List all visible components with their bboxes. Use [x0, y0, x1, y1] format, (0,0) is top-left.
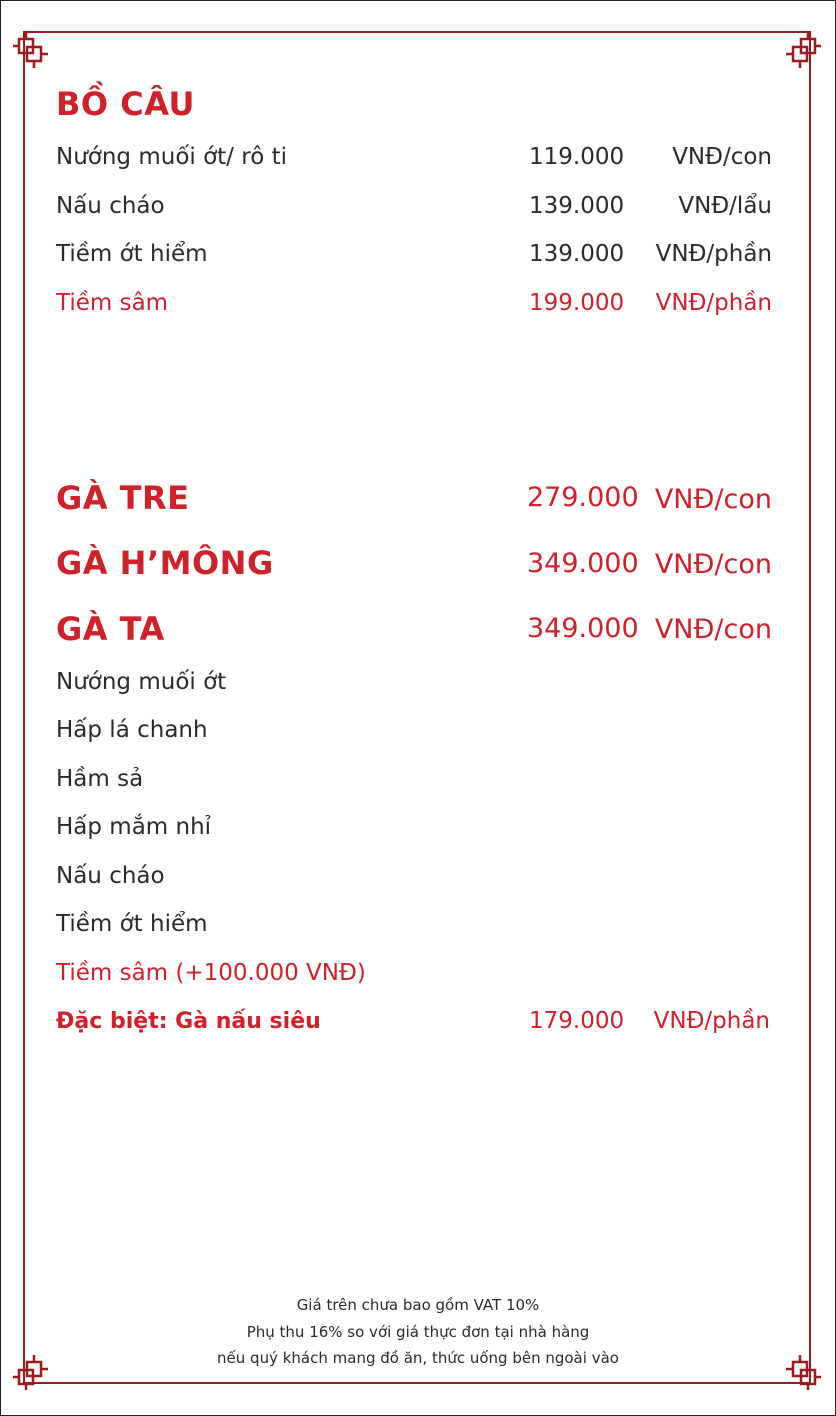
ornamental-knot-icon — [11, 1352, 51, 1392]
menu-item-price: 139.000 — [529, 193, 625, 219]
menu-item-name: Hấp lá chanh — [56, 717, 208, 743]
footer-note: nếu quý khách mang đồ ăn, thức uống bên ngoài vào — [217, 1349, 619, 1367]
menu-item-price: 139.000 — [529, 241, 625, 267]
ornamental-knot-icon — [11, 31, 51, 71]
footer-note: Phụ thu 16% so với giá thực đơn tại nhà hàng — [246, 1323, 590, 1341]
menu-item-name: Hầm sả — [56, 766, 144, 792]
section-price: 279.000 — [527, 482, 639, 513]
section-price: 349.000 — [527, 613, 639, 644]
footer-note: Giá trên chưa bao gồm VAT 10% — [296, 1296, 540, 1314]
menu-item-unit: VNĐ/lẩu — [678, 193, 772, 219]
menu-item-name: Tiềm ớt hiểm — [56, 911, 208, 937]
menu-frame — [23, 31, 811, 1384]
special-item-unit: VNĐ/phần — [653, 1008, 770, 1034]
section-unit: VNĐ/con — [654, 614, 772, 645]
section-title-ga-ta: GÀ TA — [56, 610, 165, 648]
section-unit: VNĐ/con — [654, 549, 772, 580]
menu-item-price: 119.000 — [529, 144, 625, 170]
menu-item-name: Nấu cháo — [56, 193, 165, 219]
special-item-price: 179.000 — [529, 1008, 625, 1034]
section-price: 349.000 — [527, 548, 639, 579]
menu-item-unit: VNĐ/phần — [655, 290, 772, 316]
menu-item-name: Nướng muối ớt/ rô ti — [56, 144, 287, 170]
special-item-name: Đặc biệt: Gà nấu siêu — [56, 1009, 321, 1034]
section-title-ga-tre: GÀ TRE — [56, 479, 190, 517]
menu-item-name: Nấu cháo — [56, 863, 165, 889]
menu-item-unit: VNĐ/con — [672, 144, 772, 170]
section-unit: VNĐ/con — [654, 484, 772, 515]
menu-item-name: Hấp mắm nhỉ — [56, 814, 212, 840]
ornamental-knot-icon — [783, 31, 823, 71]
menu-item-price: 199.000 — [529, 290, 625, 316]
section-title-bo-cau: BỒ CÂU — [56, 85, 195, 123]
ornamental-knot-icon — [783, 1352, 823, 1392]
menu-item-name: Nướng muối ớt — [56, 669, 227, 695]
section-title-ga-hmong: GÀ H’MÔNG — [56, 544, 274, 582]
menu-item-name: Tiềm sâm — [56, 290, 169, 316]
menu-item-unit: VNĐ/phần — [655, 241, 772, 267]
menu-item-extra: Tiềm sâm (+100.000 VNĐ) — [56, 960, 366, 986]
menu-item-name: Tiềm ớt hiểm — [56, 241, 208, 267]
